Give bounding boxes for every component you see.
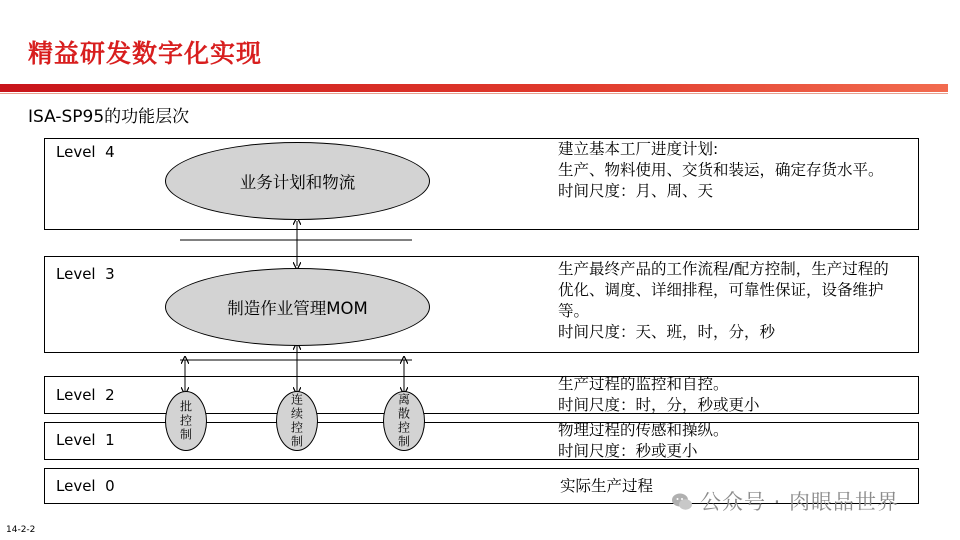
page-title: 精益研发数字化实现	[28, 39, 263, 68]
title-underline-bar	[0, 84, 948, 92]
level-1-label: Level 1	[56, 431, 115, 449]
level-3-label: Level 3	[56, 265, 115, 283]
level-0-label: Level 0	[56, 477, 115, 495]
level-2-label: Level 2	[56, 386, 115, 404]
title-underline-thin	[0, 93, 948, 94]
discrete-control-ellipse: 离散控制	[383, 391, 425, 451]
watermark-text: 公众号 · 肉眼品世界	[700, 490, 900, 514]
batch-control-ellipse: 批控制	[165, 391, 207, 451]
level-2-description: 生产过程的监控和自控。 时间尺度：时，分，秒或更小	[558, 375, 760, 414]
diagram-subtitle: ISA-SP95的功能层次	[28, 107, 190, 127]
mom-ellipse: 制造作业管理MOM	[165, 268, 430, 346]
level-4-label: Level 4	[56, 143, 115, 161]
wechat-icon	[670, 490, 694, 514]
level-1-description: 物理过程的传感和操纵。 时间尺度：秒或更小	[558, 421, 729, 460]
continuous-control-ellipse: 连续控制	[276, 391, 318, 451]
page-code: 14-2-2	[6, 525, 36, 535]
business-planning-ellipse: 业务计划和物流	[165, 142, 430, 220]
level-0-description: 实际生产过程	[560, 477, 654, 495]
level-3-description: 生产最终产品的工作流程/配方控制，生产过程的优化、调度、详细排程，可靠性保证，设备维护等。 时间尺度：天、班，时，分，秒	[558, 260, 889, 341]
level-4-description: 建立基本工厂进度计划: 生产、物料使用、交货和装运，确定存货水平。 时间尺度：月、周、天	[558, 140, 884, 200]
